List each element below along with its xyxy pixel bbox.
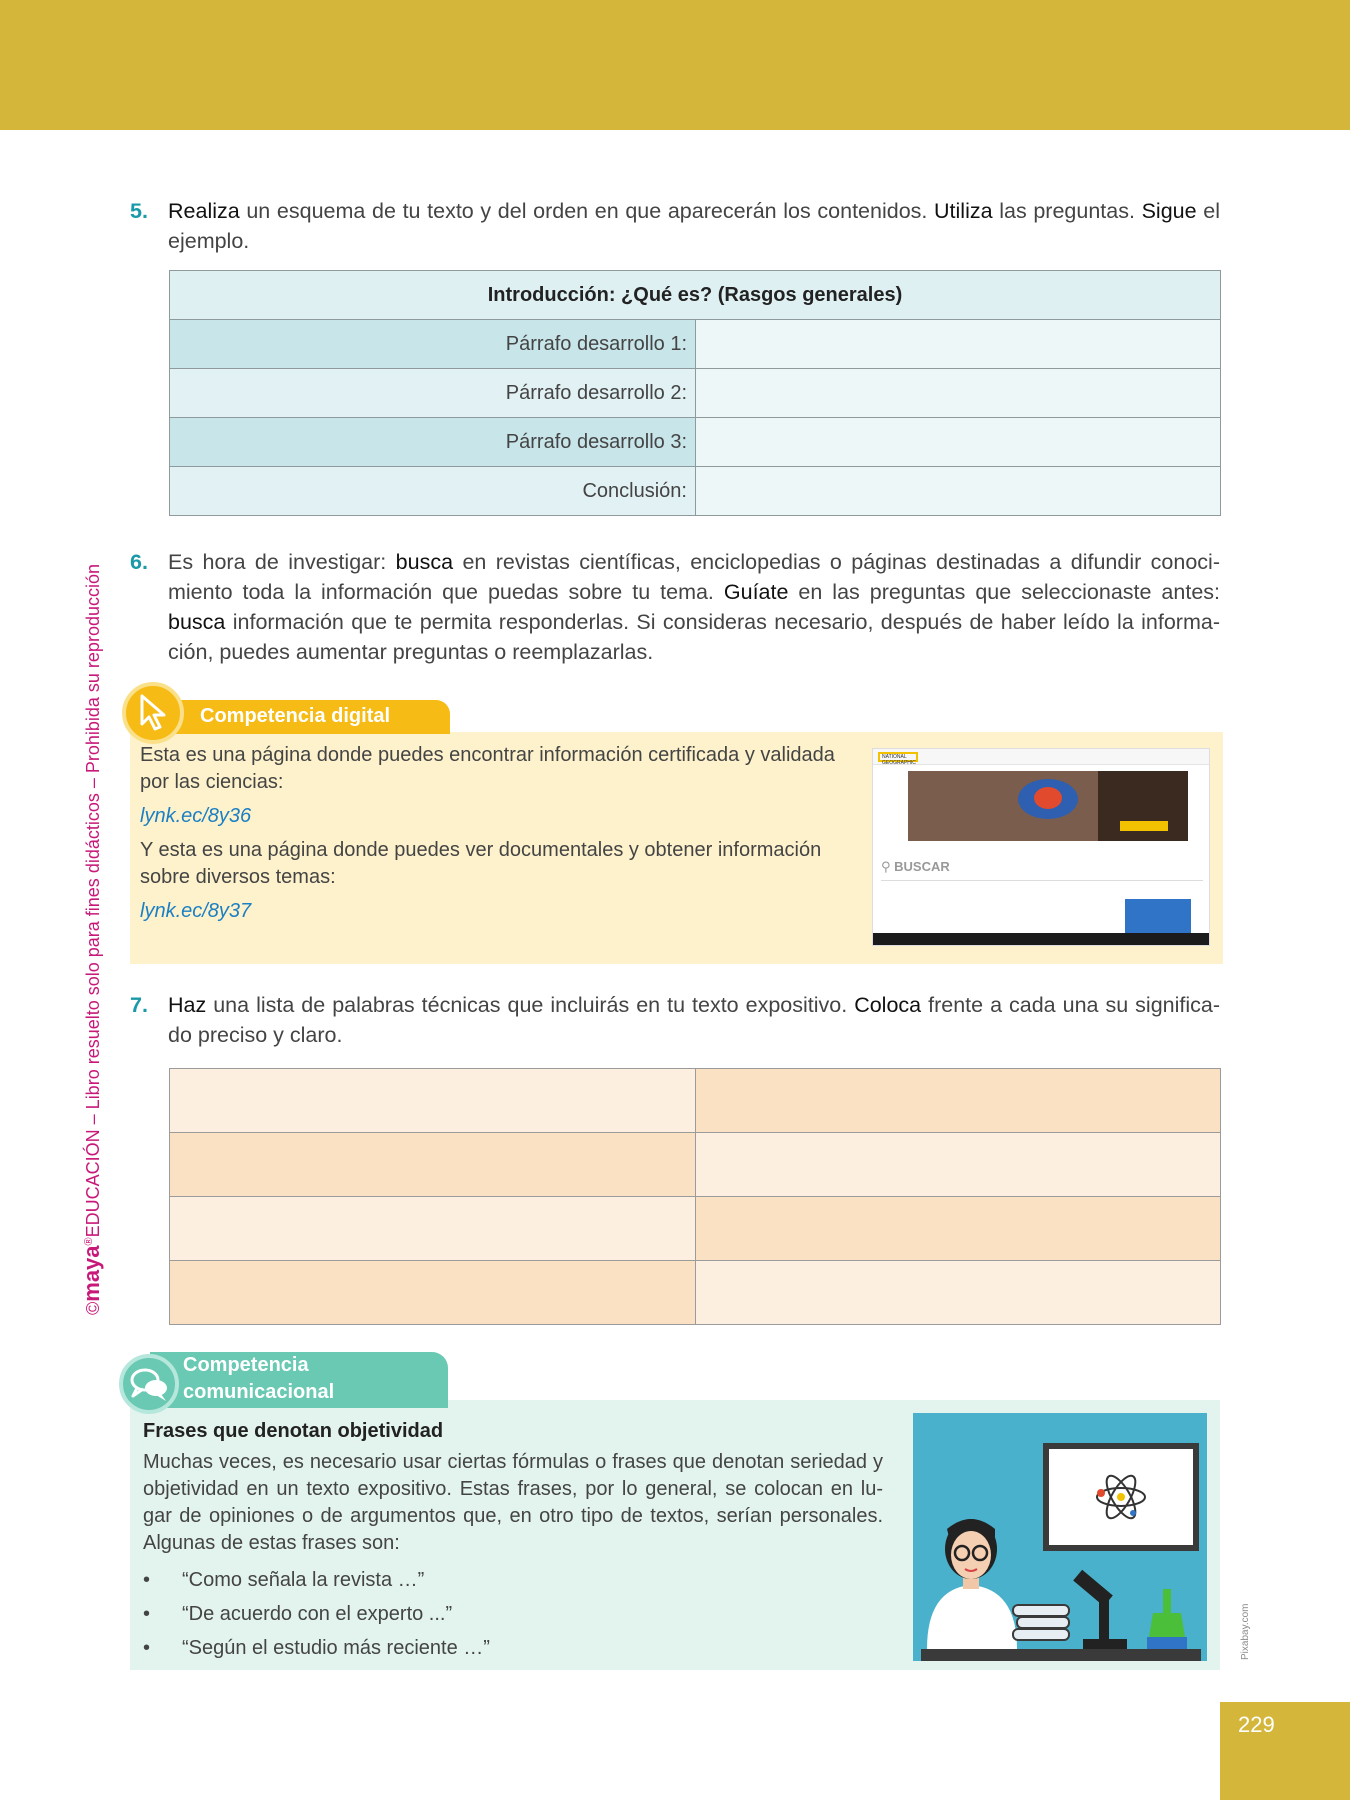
page-number: 229 <box>1238 1712 1275 1737</box>
activity-text: Realiza un esquema de tu texto y del orden en que aparecerán los contenidos. Utiliza las preguntas. Sigue el ejemplo. <box>168 199 1220 253</box>
speech-bubbles-icon <box>119 1354 179 1414</box>
technical-words-table <box>169 1068 1221 1325</box>
digital-paragraph: Esta es una página donde puedes encontrar información certificada y validada por las ciencias: <box>140 744 835 793</box>
phrases-list <box>143 1563 883 1665</box>
digital-paragraph: Y esta es una página donde puedes ver documentales y obtener información sobre diversos temas: <box>140 839 822 888</box>
meaning-cell[interactable] <box>695 1069 1221 1133</box>
activity-number: 7. <box>130 993 148 1017</box>
scheme-answer-cell[interactable] <box>696 320 1221 369</box>
website-hero-image <box>908 771 1188 841</box>
activity-6 <box>130 547 1220 667</box>
meaning-cell[interactable] <box>695 1261 1221 1325</box>
table-row <box>170 1197 1221 1261</box>
word-cell[interactable] <box>170 1133 696 1197</box>
website-thumbnail <box>1125 899 1191 937</box>
scheme-header: Introducción: ¿Qué es? (Rasgos generales) <box>170 271 1221 320</box>
website-search-bar: ⚲ BUSCAR <box>881 859 1203 881</box>
scheme-label: Conclusión: <box>170 467 696 516</box>
section-paragraph: Muchas veces, es necesario usar ciertas fórmulas o frases que denotan seriedad y objetividad en un texto expositivo. Estas frases, por lo general, se colocan en lu-gar de opiniones o de argumentos que, en otro tipo de textos, serían personales. Algunas de estas frases son: <box>143 1451 883 1554</box>
brand-logo: maya <box>79 1245 104 1302</box>
section-subtitle: Frases que denotan objetividad <box>143 1420 444 1442</box>
table-row <box>170 1133 1221 1197</box>
search-icon: ⚲ <box>881 859 891 874</box>
top-color-band <box>0 0 1350 130</box>
digital-competence-text <box>140 742 860 932</box>
activity-number: 5. <box>130 199 148 223</box>
scheme-answer-cell[interactable] <box>696 418 1221 467</box>
list-item: • “De acuerdo con el experto ...” <box>143 1603 453 1625</box>
website-navbar <box>873 749 1209 765</box>
scheme-label: Párrafo desarrollo 3: <box>170 418 696 467</box>
scheme-answer-cell[interactable] <box>696 369 1221 418</box>
activity-text: Es hora de investigar: busca en revistas científicas, enciclopedias o páginas destinadas a difundir conoci-miento toda la información que puedas sobre tu tema. Guíate en las preguntas que seleccionaste antes: busca información que te permita responderlas. Si consideras necesario, después de haber leído la informa-ción, puedes aumentar preguntas o reemplazarlas. <box>168 550 1221 664</box>
website-footer <box>873 933 1209 946</box>
natgeo-logo: NATIONAL GEOGRAPHIC <box>878 752 918 762</box>
digital-competence-title: Competencia digital <box>200 705 391 727</box>
side-copyright: ©maya®EDUCACIÓN – Libro resuelto solo para fines didácticos – Prohibida su reproducción <box>79 564 104 1315</box>
table-row <box>170 1069 1221 1133</box>
word-cell[interactable] <box>170 1261 696 1325</box>
table-row <box>170 418 1221 467</box>
activity-7 <box>130 990 1220 1050</box>
list-item: • “Según el estudio más reciente …” <box>143 1637 490 1659</box>
meaning-cell[interactable] <box>695 1197 1221 1261</box>
list-item: • “Como señala la revista …” <box>143 1569 425 1591</box>
communication-competence-text <box>143 1418 883 1665</box>
link-natgeo[interactable]: lynk.ec/8y36 <box>140 805 252 827</box>
scheme-table <box>169 270 1221 516</box>
communication-competence-title: Competencia comunicacional <box>183 1354 335 1403</box>
activity-number: 6. <box>130 550 148 574</box>
activity-5 <box>130 196 1220 256</box>
website-screenshot <box>872 748 1210 946</box>
activity-text: Haz una lista de palabras técnicas que incluirás en tu texto expositivo. Coloca frente a cada una su significa-do preciso y claro. <box>168 993 1220 1047</box>
scheme-label: Párrafo desarrollo 2: <box>170 369 696 418</box>
scheme-answer-cell[interactable] <box>696 467 1221 516</box>
link-documentales[interactable]: lynk.ec/8y37 <box>140 900 252 922</box>
image-credit: Pixabay.com <box>1240 1603 1251 1660</box>
word-cell[interactable] <box>170 1197 696 1261</box>
page-number-box <box>1220 1702 1350 1800</box>
table-row <box>170 320 1221 369</box>
word-cell[interactable] <box>170 1069 696 1133</box>
table-row <box>170 369 1221 418</box>
table-row <box>170 467 1221 516</box>
cursor-icon <box>122 682 184 744</box>
scientist-illustration <box>913 1413 1207 1661</box>
scheme-label: Párrafo desarrollo 1: <box>170 320 696 369</box>
table-row <box>170 1261 1221 1325</box>
meaning-cell[interactable] <box>695 1133 1221 1197</box>
